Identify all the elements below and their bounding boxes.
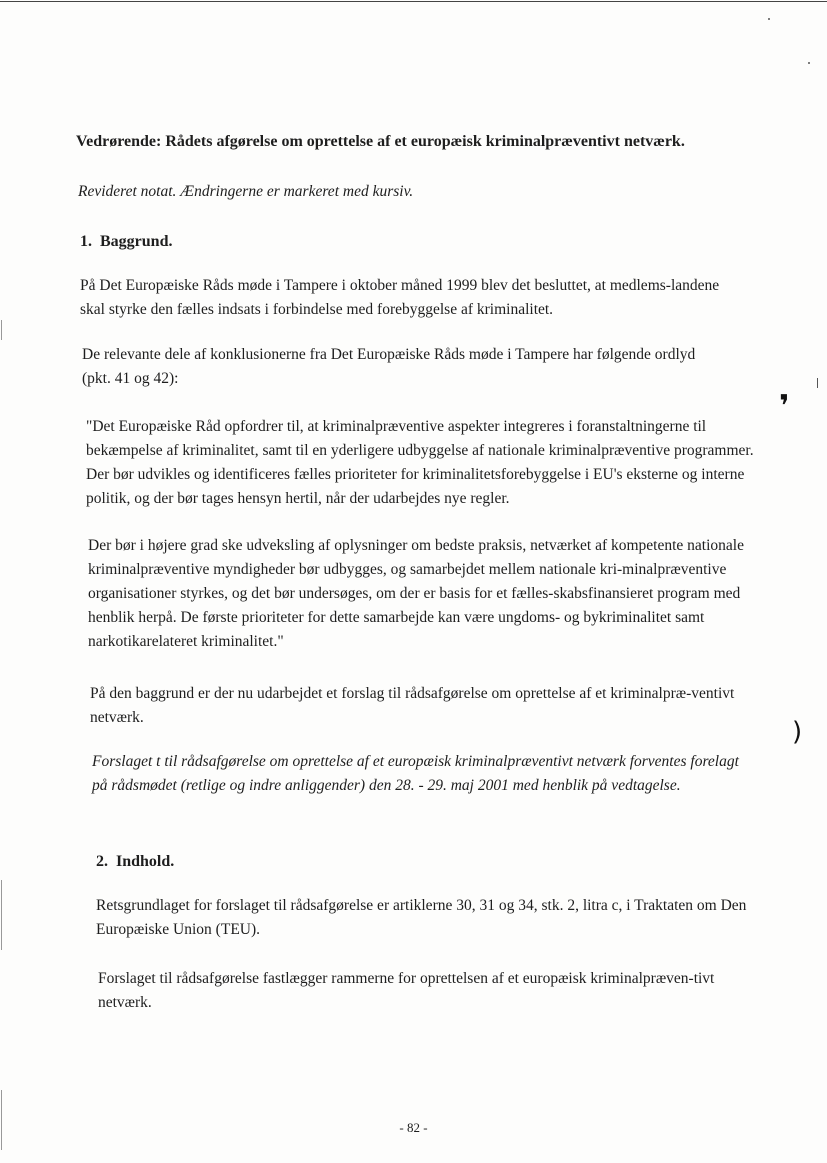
paragraph-conclusions-intro: De relevante dele af konklusionerne fra Det Europæiske Råds møde i Tampere har følgende ordlyd (pkt. 41 og 42): [82, 346, 696, 387]
page-number: - 82 - [399, 1120, 428, 1135]
scan-speck [768, 18, 770, 20]
paragraph-quote-part-2: Der bør i højere grad ske udveksling af oplysninger om bedste praksis, netværket af kompetente nationale kriminalpræventive myndigheder bør udbygges, og samarbejdet mellem nationale kri-minalpræventive organisationer styrkes, og det bør undersøges, om der er basis for et fælles-skabsfinansieret program med henblik herpå. De første prioriteter for dette samarbejde kan være ungdoms- og bykriminalitet samt narkotikarelateret kriminalitet." [88, 537, 744, 650]
paragraph-quote-part-1: "Det Europæiske Råd opfordrer til, at kriminalpræventive aspekter integreres i foranstaltningerne til bekæmpelse af kriminalitet, samt til en yderligere udbyggelse af nationale kriminalpræventive programmer. Der bør udvikles og identificeres fælles prioriteter for kriminalitetsforebyggelse i EU's eksterne og interne politik, og der bør tages hensyn hertil, når der udarbejdes nye regler. [86, 418, 754, 507]
paragraph-tampere-decision: På Det Europæiske Råds møde i Tampere i oktober måned 1999 blev det besluttet, at medlems-landene skal styrke den fælles indsats i forbindelse med forebyggelse af kriminalitet. [80, 277, 720, 318]
paragraph-legal-basis: Retsgrundlaget for forslaget til rådsafgørelse er artiklerne 30, 31 og 34, stk. 2, litra c, i Traktaten om Den Europæiske Union (TEU). [96, 897, 747, 938]
scan-top-edge-line [0, 1, 827, 2]
paragraph-proposal-prepared: På den baggrund er der nu udarbejdet et forslag til rådsafgørelse om oprettelse af et kriminalpræ-ventivt netværk. [90, 685, 735, 726]
section-heading-indhold [96, 850, 496, 874]
section-heading-baggrund [80, 230, 480, 254]
revision-note: Revideret notat. Ændringerne er markeret med kursiv. [78, 183, 414, 200]
hole-punch-mark: ❜ [779, 389, 790, 424]
scan-left-edge-mark [1, 880, 2, 950]
section-title: Indhold. [116, 853, 175, 870]
paragraph-framework: Forslaget til rådsafgørelse fastlægger rammerne for oprettelsen af et europæisk kriminalpræven-tivt netværk. [98, 970, 715, 1011]
hole-punch-mark: ) [792, 717, 803, 747]
section-number: 1. [80, 233, 92, 250]
section-title: Baggrund. [100, 233, 173, 250]
section-number: 2. [96, 853, 108, 870]
scan-speck [808, 62, 810, 64]
scan-speck [817, 378, 818, 388]
subject-heading: Vedrørende: Rådets afgørelse om oprettelse af et europæisk kriminalpræventivt netværk. [76, 133, 685, 150]
paragraph-italic-revision: Forslaget t til rådsafgørelse om oprettelse af et europæisk kriminalpræventivt netværk forventes forelagt på rådsmødet (retlige og indre anliggender) den 28. - 29. maj 2001 med henblik på vedtagelse. [92, 753, 739, 794]
scan-left-edge-mark [1, 320, 2, 340]
